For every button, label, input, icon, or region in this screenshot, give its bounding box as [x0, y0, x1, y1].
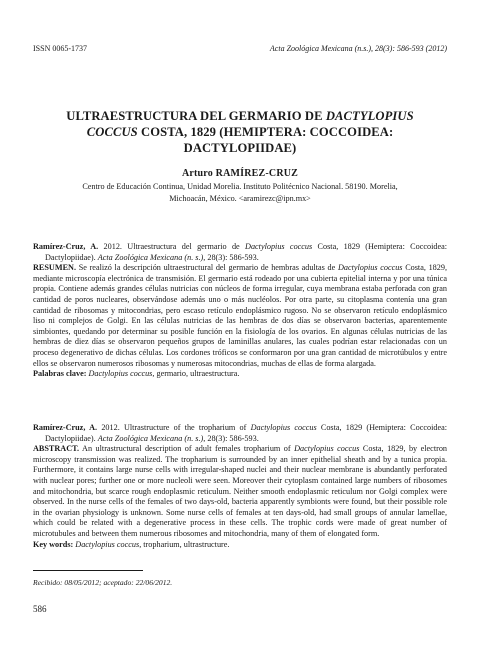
running-header [33, 44, 447, 56]
spanish-citation-species: Dactylopius coccus [245, 242, 313, 251]
footnote-rule [33, 570, 143, 571]
spanish-citation-text-2: Costa, 1829 (Hemiptera: Coccoidea: Dactylopiidae). [45, 242, 448, 262]
resumen-label: RESUMEN. [33, 263, 76, 273]
page-number: 586 [33, 604, 47, 614]
title-part1: ULTRAESTRUCTURA DEL GERMARIO DE [66, 109, 326, 123]
abstract-species: Dactylopius coccus [294, 444, 360, 454]
abstract-label: ABSTRACT. [33, 444, 80, 454]
affiliation-line-2: Michoacán, México. <aramirezc@ipn.mx> [169, 194, 311, 203]
english-citation-journal: Acta Zoológica Mexicana (n. s.) [97, 433, 204, 443]
spanish-citation-author: Ramírez-Cruz, A. [33, 242, 99, 251]
english-citation-species: Dactylopius coccus [250, 423, 317, 432]
english-citation-text-2: Costa, 1829 (Hemiptera: Coccoidea: Dactylopiidae). [45, 423, 447, 443]
spanish-citation [33, 242, 447, 263]
english-citation [33, 423, 447, 444]
title-species: COCCUS [86, 125, 138, 139]
received-date: Recibido: 08/05/2012; aceptado: 22/06/2012. [33, 578, 173, 587]
spanish-citation-text-1: 2012. Ultraestructura del germario de [98, 242, 246, 251]
spanish-citation-text-3: , 28(3): 586-593. [203, 252, 259, 262]
english-citation-text-3: , 28(3): 586-593. [203, 433, 259, 443]
palabras-clave-species: Dactylopius coccus [88, 369, 153, 379]
key-words-species: Dactylopius coccus [75, 539, 140, 549]
abstract-text-1: An ultrastructural description of adult females tropharium of [79, 444, 295, 454]
title-genus: DACTYLOPIUS [325, 109, 414, 123]
abstract-paragraph [33, 444, 447, 539]
key-words-label: Key words: [33, 539, 74, 549]
spanish-citation-journal: Acta Zoológica Mexicana (n. s.) [97, 252, 204, 262]
key-words-text: , tropharium, ultrastructure. [139, 539, 230, 549]
title-part2: COSTA, 1829 (HEMIPTERA: COCCOIDEA: DACTYLOPIIDAE) [137, 125, 394, 155]
resumen-text-1: Se realizó la descripción ultraestructural del germario de hembras adultas de [76, 263, 338, 273]
english-citation-text-1: 2012. Ultrastructure of the tropharium of [97, 423, 251, 432]
resumen-text-2: Costa, 1829, mediante microscopía electrónica de transmisión. El germario está rodeado por una cubierta epitelial interna y por una túnica propia. Contiene además grandes células nutricias con núcleos de forma irregular, cuya membrana estaba perforada con gran cantidad de poros nucleares, observándose además uno o más nucléolos. Por otra parte, su citoplasma contenía una gran cantidad de ribosomas y mitocondrias, pero escaso retículo endoplásmico rugoso. No se observaron retículo endoplásmico liso ni complejos de Golgi. En las células nutricias de las hembras de dos días se observaron bacterias, aparentemente simbiontes, quedando por determinar su posible función en la fisiología de los ovarios. En algunas células nutricias de las hembras de diez días se observaron pequeños grupos de laminillas anulares, las cuales podrían estar relacionadas con un proceso degenerativo de dichas células. Los cordones tróficos se conformaron por una gran cantidad de microtúbulos y entre ellos se observaron numerosos ribosomas y numerosas mitocondrias, muchas de ellas de forma alargada. [33, 263, 448, 368]
author-name: Arturo RAMÍREZ-CRUZ [181, 168, 299, 179]
english-citation-author: Ramírez-Cruz, A. [33, 423, 98, 432]
english-abstract-block [33, 423, 447, 550]
palabras-clave-label: Palabras clave: [33, 369, 87, 379]
author-affiliation [40, 181, 440, 205]
key-words [33, 540, 447, 551]
issn-label: ISSN 0065-1737 [33, 44, 88, 53]
resumen-species: Dactylopius coccus [337, 263, 403, 273]
palabras-clave-text: , germario, ultraestructura. [152, 369, 240, 379]
palabras-clave [33, 369, 447, 380]
resumen-paragraph [33, 263, 447, 369]
journal-reference: Acta Zoológica Mexicana (n.s.), 28(3): 586-593 (2012) [269, 44, 447, 53]
abstract-text-2: Costa, 1829, by electron microscopy transmission was realized. The tropharium is surrounded by an inner epithelial sheath and by a tunica propia. Furthermore, it contains large nurse cells with irregular-shaped nuclei and their nuclear membrane is abundantly perforated with nuclear pores; further one or more nucleoli were seen. Moreover their cytoplasm contained large numbers of ribosomes and mitochondria, but scarce rough endoplasmic reticulum. Neither smooth endoplasmic reticulum nor Golgi complex were observed. In the nurse cells of the females of two days-old, bacteria apparently symbionts were found, but their possible role in the ovarian physiology is unknown. Some nurse cells of females at ten days-old, had small groups of annular lamellae, which could be related with a degenerative process in these cells. The trophic cords were made of great number of microtubules and between them numerous ribosomes and mitochondria, many of them of elongated form. [33, 444, 448, 538]
affiliation-line-1: Centro de Educación Continua, Unidad Morelia. Instituto Politécnico Nacional. 58190. Morelia, [82, 182, 398, 191]
spanish-abstract-block [33, 242, 447, 380]
article-title [40, 108, 440, 156]
